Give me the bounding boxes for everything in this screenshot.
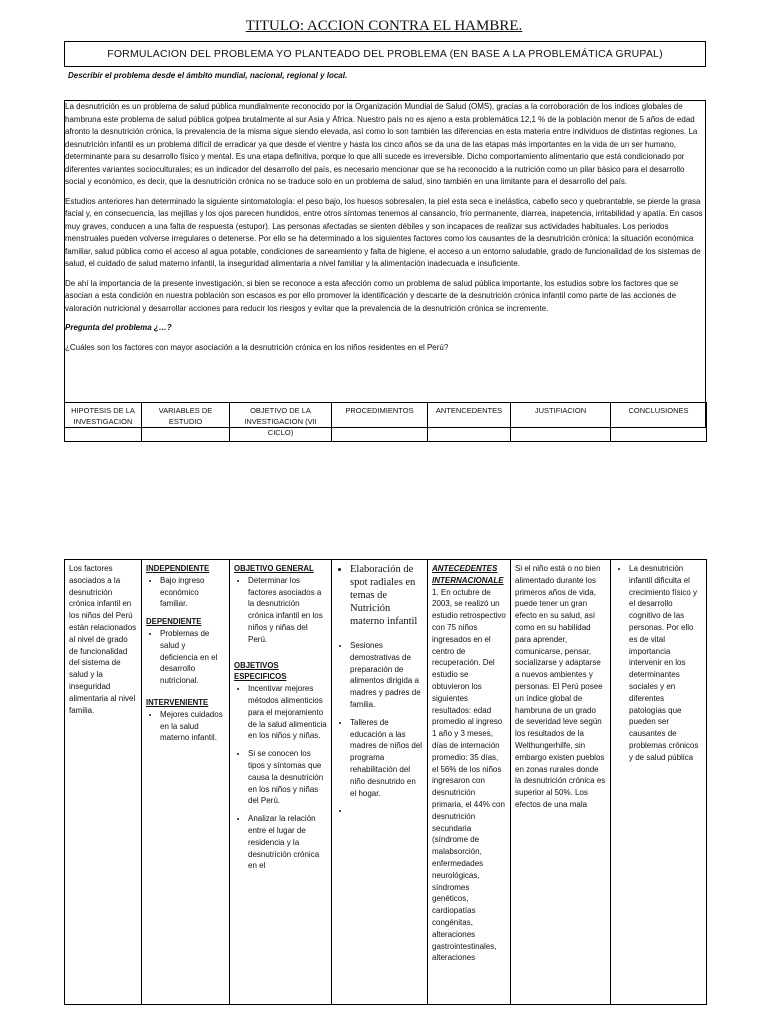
- procedimiento-item: • Talleres de educación a las madres de niños del programa rehabilitación del niño desnutrido en el hogar.: [350, 717, 423, 800]
- paragraph-2: Estudios anteriores han determinado la siguiente sintomatología: el peso bajo, los huesos sobresalen, la piel esta seca e inelástica, cabello seco y quebrantable, se pierde la grasa facial y, en consecuencia, las mejillas y los ojos parecen hundidos, entre otros síntomas tenemos al cansancio, frío permanente, diarrea, inapetencia, irritabilidad y apatía. En casos muy graves, conducen a una falta de respuesta (estupor). Las personas afectadas se sienten débiles y son incapaces de realizar sus actividades habituales. Los periodos menstruales pueden volverse irregulares o detenerse. Por ello se ha determinado a los siguientes factores como los causantes de la desnutrición crónica: la situación económica familiar, salud pública como el acceso al agua potable, condiciones de saneamiento y falta de higiene, el acceso a un entorno saludable, grado de funcionalidad de los sistemas de salud, el cuidado de salud materno infantil, la inseguridad alimentaria a nivel familiar y la alimentación inadecuada e insuficiente.: [65, 196, 703, 268]
- objetivo-general-item: • Determinar los factores asociados a la desnutrición crónica infantil en los niños y niñas del Perú.: [248, 575, 327, 646]
- antecedentes-label: ANTECEDENTES INTERNACIONALE: [432, 564, 504, 585]
- interviniente-item: • Mejores cuidados en la salud materno infantil.: [160, 709, 225, 744]
- justificacion-text: Si el niño está o no bien alimentado durante los primeros años de vida, puede tener un gran efecto en su salud, así como en su habilidad para aprender, comunicarse, pensar, socializarse y adaptarse a nuevos ambientes y personas. El Perú posee un índice global de hambruna de un grado de severidad leve según los resultados de la Welthungerhilfe, sin embargo existen pueblos en zonas rurales donde la desnutrición crónica es superior al 50%. Los efectos de una mala: [515, 564, 606, 809]
- conclusiones-cell: [611, 560, 707, 1005]
- dependiente-list: [146, 628, 225, 687]
- objetivo-especifico-item: • Analizar la relación entre el lugar de residencia y la desnutrición crónica en el: [248, 813, 327, 872]
- matrix-body-table: [64, 559, 707, 1005]
- dependiente-item: • Problemas de salud y deficiencia en el desarrollo nutricional.: [160, 628, 225, 687]
- paragraph-3: De ahí la importancia de la presente investigación, si bien se reconoce a esta afección como un problema de salud pública importante, los estudios sobre los factores que se asocian a esta condición en nuestra población son escasos es por ello promover la identificación y descarte de la desnutrición crónica infantil como parte de las acciones de valoración nutricional y desarrollar acciones para reducir los riesgos y evitar que la prevalencia de la desnutrición crónica se incremente.: [65, 278, 679, 313]
- objetivos-especificos-list: [234, 683, 327, 872]
- header-antecedentes: ANTENCEDENTES: [428, 403, 511, 442]
- header-justificacion: JUSTIFIACION: [511, 403, 611, 442]
- header-procedimientos: PROCEDIMIENTOS: [332, 403, 428, 442]
- question-label: Pregunta del problema ¿…?: [65, 323, 172, 332]
- objetivos-especificos-label: OBJETIVOS ESPECIFICOS: [234, 660, 287, 682]
- research-question: ¿Cuáles son los factores con mayor asociación a la desnutrición crónica en los niños residentes en el Perú?: [65, 342, 449, 352]
- variables-cell: [142, 560, 230, 1005]
- justificacion-cell: [511, 560, 611, 1005]
- paragraph-1: La desnutrición es un problema de salud pública mundialmente reconocido por la Organización Mundial de Salud (OMS), gracias a la corroboración de los índices globales de hambruna este problema de salud pública golpea brutalmente al sur Asia y África. Nuestro país no es ajeno a esta problemática 12,1 % de la población menor de 5 años de edad afronto la desnutrición crónica, la prevalencia de la misma sigue siendo elevada, así como lo son también las diferencias en esta materia entre individuos de distintas regiones. La desnutrición infantil es un problema difícil de erradicar ya que desde el vientre y hasta los cinco años se da una de las etapas más importantes en la vida de un ser humano, determinante para su desarrollo físico y mental. Es una etapa definitiva, porque lo que allí sucede es irreversible. Dicho comportamiento alimentario que está condicionado por diferentes variantes socioculturales; es un indicador del desarrollo del país, es necesario mencionar que se ha reconocido a la nutrición como un pilar básico para el desarrollo social y económico, es decir, que la desnutrición crónica no se traduce solo en un problema de salud, sino también en una limitante para el desarrollo del país.: [65, 102, 698, 186]
- hipotesis-text: Los factores asociados a la desnutrición crónica infantil en los niños del Perú están relacionados al nivel de grado de funcionalidad del sistema de salud y la inseguridad alimentaria al nivel familia.: [69, 564, 137, 715]
- objetivo-general-list: [234, 575, 327, 646]
- procedimiento-item: • Elaboración de spot radiales en temas de Nutrición materno infantil: [350, 563, 423, 628]
- antecedentes-text: 1. En octubre de 2003, se realizó un estudio retrospectivo con 75 niños ingresados en el centro de recuperación. Del estudio se obtuvieron los siguientes resultados: edad promedio al ingreso 1 año y 3 meses, días de internación promedio: 35 días, el 56% de los niños ingresaron con desnutrición primaria, el 44% con desnutrición secundaria (síndrome de malabsorción, enfermedades neurológicas, síndromes genéticos, cardiopatías congénitas, alteraciones gastrointestinales, alteraciones: [432, 587, 506, 963]
- interviniente-list: [146, 709, 225, 744]
- procedimientos-list: [336, 563, 423, 817]
- hipotesis-cell: [65, 560, 142, 1005]
- dependiente-label: DEPENDIENTE: [146, 617, 202, 627]
- instruction-text: Describir el problema desde el ámbito mundial, nacional, regional y local.: [68, 71, 348, 80]
- objetivo-general-label: OBJETIVO GENERAL: [234, 564, 314, 573]
- interviniente-label: INTERVENIENTE: [146, 697, 209, 707]
- independiente-label: INDEPENDIENTE: [146, 564, 210, 573]
- header-variables: VARIABLES DE ESTUDIO: [142, 403, 230, 442]
- header-objetivo: OBJETIVO DE LA INVESTIGACION (VII CICLO): [230, 403, 332, 442]
- antecedentes-cell: [428, 560, 511, 1005]
- procedimiento-item: • Sesiones demostrativas de preparación de alimentos dirigida a madres y padres de familia.: [350, 640, 423, 711]
- problem-description-box: [64, 100, 706, 428]
- header-conclusiones: CONCLUSIONES: [611, 403, 707, 442]
- objetivos-cell: [230, 560, 332, 1005]
- procedimiento-item: [350, 805, 423, 817]
- independiente-list: [146, 575, 225, 610]
- matrix-row: [65, 560, 707, 1005]
- procedimientos-cell: [332, 560, 428, 1005]
- objetivo-especifico-item: • Incentivar mejores métodos alimenticios para el mejoramiento de la salud alimenticia en los niños y niñas.: [248, 683, 327, 742]
- objetivo-especifico-item: • Si se conocen los tipos y síntomas que causa la desnutrición en los niños y niñas del Perú.: [248, 748, 327, 807]
- conclusiones-item: • La desnutrición infantil dificulta el crecimiento físico y el desarrollo cognitivo de las personas. Por ello es de vital importancia intervenir en los determinantes sociales y en diferentes patologías que pueden ser causantes de problemas crónicos y de salud pública: [629, 563, 702, 764]
- header-row: [65, 403, 707, 442]
- document-title: TITULO: ACCION CONTRA EL HAMBRE.: [245, 18, 523, 34]
- conclusiones-list: [615, 563, 702, 764]
- formulacion-heading: FORMULACION DEL PROBLEMA YO PLANTEADO DEL PROBLEMA (EN BASE A LA PROBLEMÁTICA GRUPAL): [64, 41, 706, 67]
- matrix-header-table: [64, 402, 707, 442]
- header-hipotesis: HIPOTESIS DE LA INVESTIGACION: [65, 403, 142, 442]
- independiente-item: • Bajo ingreso económico familiar.: [160, 575, 225, 610]
